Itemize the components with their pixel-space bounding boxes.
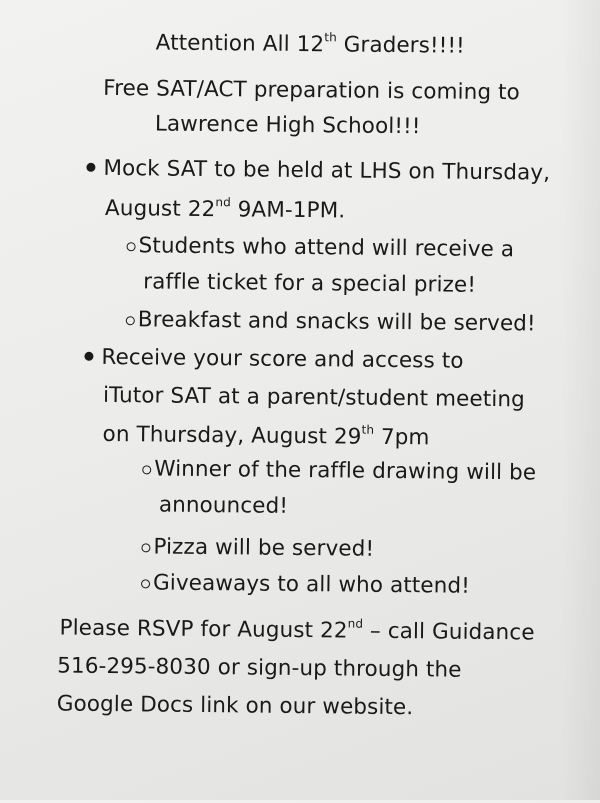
bullet-2-line-2: iTutor SAT at a parent/student meeting <box>102 382 525 413</box>
bullet-1-date: August 22 <box>104 195 216 223</box>
flyer-title <box>156 32 465 57</box>
sub-bullet-text: Students who attend will receive a <box>138 233 515 263</box>
bullet-1-superscript: nd <box>215 195 231 210</box>
bullet-2-sub-1-line-1 <box>142 458 536 484</box>
bullet-1-line-1 <box>86 155 551 186</box>
sub-bullet-text: Pizza will be served! <box>153 534 375 562</box>
bullet-2-line-3 <box>102 421 430 451</box>
bullet-2-sub-3 <box>141 572 470 597</box>
rsvp-line-3: Google Docs link on our website. <box>56 691 414 721</box>
bullet-1-line-2 <box>104 195 346 224</box>
title-superscript: th <box>324 30 337 45</box>
bullet-2-superscript: th <box>361 422 375 437</box>
rsvp-line-1 <box>59 615 535 646</box>
rsvp-line-2: 516-295-8030 or sign-up through the <box>57 653 462 683</box>
sub-bullet-text: Breakfast and snacks will be served! <box>137 307 536 337</box>
sub-bullet-circle-icon <box>127 242 136 251</box>
bullet-2-date: on Thursday, August 29 <box>102 421 362 450</box>
bullet-1-sub-1-line-2: raffle ticket for a special prize! <box>143 269 477 298</box>
bullet-1-time: 9AM-1PM. <box>230 197 346 224</box>
title-text-end: Graders!!!! <box>336 32 465 59</box>
bullet-2-time: 7pm <box>373 424 430 451</box>
sub-bullet-circle-icon <box>142 465 151 474</box>
bullet-1-text: Mock SAT to be held at LHS on Thursday, <box>103 155 551 186</box>
sub-bullet-circle-icon <box>141 579 150 588</box>
paper-shadow <box>560 0 600 800</box>
bullet-dot-icon <box>86 163 95 172</box>
bullet-2-sub-1-line-2: announced! <box>158 492 289 519</box>
bullet-1-sub-1-line-1 <box>126 235 514 261</box>
intro-line-2: Lawrence High School!!! <box>154 111 421 140</box>
title-text: Attention All 12 <box>155 30 325 58</box>
bullet-2-text: Receive your score and access to <box>101 344 464 374</box>
bullet-1-sub-2 <box>126 309 536 335</box>
bullet-dot-icon <box>84 352 93 361</box>
sub-bullet-text: Giveaways to all who attend! <box>152 570 471 599</box>
bullet-2-sub-2 <box>141 536 374 560</box>
intro-line-1: Free SAT/ACT preparation is coming to <box>103 75 520 106</box>
sub-bullet-text: Winner of the raffle drawing will be <box>154 456 537 486</box>
bullet-2-line-1 <box>84 344 464 374</box>
rsvp-superscript: nd <box>347 616 364 631</box>
sub-bullet-circle-icon <box>141 543 150 552</box>
sub-bullet-circle-icon <box>126 316 135 325</box>
rsvp-date: Please RSVP for August 22 <box>59 615 348 644</box>
rsvp-contact: – call Guidance <box>362 618 535 646</box>
